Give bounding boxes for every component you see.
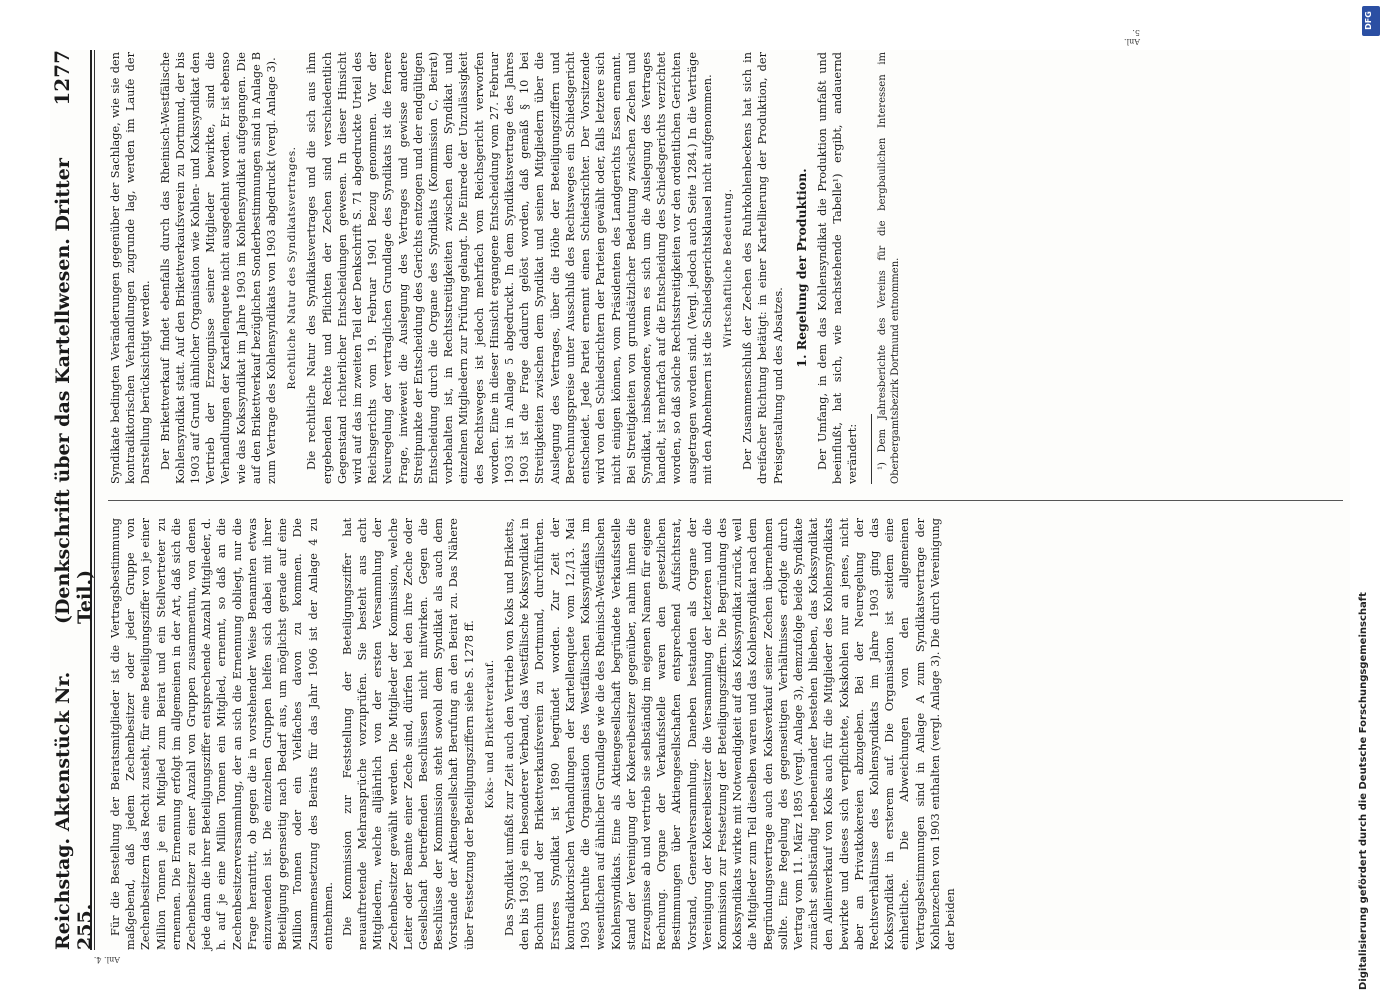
left-column xyxy=(108,518,1343,950)
margin-note-left: Anl. 4. xyxy=(93,955,120,964)
section-heading-wirtschaft: Wirtschaftliche Bedeutung. xyxy=(721,188,734,348)
left-paragraph-3: Das Syndikat umfaßt zur Zeit auch den Vertrieb von Koks und Briketts, den bis 1903 je ein besonderer Verband, das Westfälische Kokssyndikat in Bochum und der Brikettverkaufsverein zu Dortmund, durchführten. Ersteres Syndikat ist 1890 begründet worden. Zur Zeit der kontradiktorischen Verhandlungen der Kartellenquete vom 12./13. Mai 1903 beruhte die Organisation des Westfälischen Kokssyndikats im wesentlichen auf ähnlicher Grundlage wie die des Rheinisch-Westfälischen Kohlensyndikats. Eine als Aktiengesellschaft begründete Verkaufsstelle stand der Vereinigung der Kokereibesitzer gegenüber, nahm ihnen die Erzeugnisse ab und vertrieb sie selbständig im eigenen Namen für eigene Rechnung. Organe der Verkaufsstelle waren den gesetzlichen Bestimmungen über Aktiengesellschaften entsprechend Aufsichtsrat, Vorstand, Generalversammlung. Daneben bestanden als Organe der Vereinigung der Kokereibesitzer die Versammlung der letzteren und die Kommission zur Festsetzung der Beteiligungsziffern. Die Begründung des Kokssyndikats wirkte mit Notwendigkeit auf das Kokssyndikat zurück, weil die Mitglieder zum Teil dieselben waren und das Kohlensyndikat nach dem Begründungsvertrage auch den Koksverkauf seiner Zechen übernehmen sollte. Eine Regelung des gegenseitigen Verhältnisses erfolgte durch Vertrag vom 11. März 1895 (vergl. Anlage 3), demzufolge beide Syndikate zunächst selbständig nebeneinander bestehen blieben, das Kokssyndikat den Alleinverkauf von Koks auch für die Mitglieder des Kohlensyndikats bewirkte und dieses sich verpflichtete, Kokskohlen nur an jenes, nicht aber an Privatkokereien abzugeben. Bei der Neuregelung der Rechtsverhältnisse des Kohlensyndikats im Jahre 1903 ging das Kokssyndikat in ersterem auf. Die Organisation ist seitdem eine einheitliche. Die Abweichungen von den allgemeinen Vertragsbestimmungen sind in Anlage A zum Syndikatsvertrage der Kohlenzechen von 1903 enthalten (vergl. Anlage 3). Die durch Vereinigung der beiden xyxy=(503,518,957,950)
left-paragraph-1: Für die Bestellung der Beiratsmitglieder ist die Vertragsbestimmung maßgebend, daß jedem Zechenbesitzer oder jeder Gruppe von Zechenbesitzern das Recht zusteht, für eine Beteiligungsziffer von je einer Million Tonnen je ein Mitglied zum Beirat und ein Stellvertreter zu ernennen. Die Ernennung erfolgt im allgemeinen in der Art, daß sich die Zechenbesitzer zu einer Anzahl von Gruppen zusammentun, von denen jede dann die ihrer Beteiligungsziffer entsprechende Anzahl Mitglieder, d. h. auf je eine Million Tonnen ein Mitglied, ernennt, so daß an die Zechenbesitzerversammlung, der an sich die Ernennung obliegt, nur die Frage herantritt, ob gegen die in vorstehender Weise Benannten etwas einzuwenden ist. Die einzelnen Gruppen helfen sich dabei mit ihrer Beteiligung gegenseitig nach Bedarf aus, um möglichst gerade auf eine Million Tonnen oder ein Vielfaches davon zu kommen. Die Zusammensetzung des Beirats für das Jahr 1906 ist der Anlage 4 zu entnehmen. xyxy=(109,518,335,950)
right-paragraph-1: Syndikate bedingten Veränderungen gegenüber der Sachlage, wie sie den kontradiktorischen Verhandlungen zugrunde lag, werden im Laufe der Darstellung berücksichtigt werden. xyxy=(109,52,153,484)
section-heading-natur: Rechtliche Natur des Syndikatsvertrages. xyxy=(286,146,299,390)
margin-note-right: Anl. 5. xyxy=(1123,28,1140,46)
page-number: 1277 xyxy=(50,50,74,106)
page-header xyxy=(50,50,96,950)
left-paragraph-2: Die Kommission zur Feststellung der Beteiligungsziffer hat neuauftretende Mehransprüche vorzuprüfen. Sie besteht aus acht Mitgliedern, welche alljährlich von der ersten Versammlung der Zechenbesitzer gewählt werden. Die Mitglieder der Kommission, welche Leiter oder Beamte einer Zeche sind, dürfen bei den ihre Zeche oder Gesellschaft betreffenden Beschlüssen nicht mitwirken. Gegen die Beschlüsse der Kommission steht sowohl dem Syndikat als auch dem Vorstande der Aktiengesellschaft Berufung an den Beirat zu. Das Nähere über Festsetzung der Beteiligungsziffern siehe S. 1278 ff. xyxy=(341,518,476,950)
dfg-logo: DFG xyxy=(1362,6,1380,36)
right-paragraph-2: Der Brikettverkauf findet ebenfalls durch das Rheinisch-Westfälische Kohlensyndikat statt. Auf den Brikettverkaufsverein zu Dortmund, der bis 1903 auf Grund ähnlicher Organisation wie Kohlen- und Kokssyndikat den Vertrieb der Erzeugnisse seiner Mitglieder bewirkte, sind die Verhandlungen der Kartellenquete nicht ausgedehnt worden. Er ist ebenso wie das Kokssyndikat im Jahre 1903 im Kohlensyndikat aufgegangen. Die auf den Brikettverkauf bezüglichen Sonderbestimmungen sind in Anlage B zum Vertrage des Kohlensyndikats von 1903 abgedruckt (vergl. Anlage 3). xyxy=(158,52,279,484)
right-paragraph-4: Der Zusammenschluß der Zechen des Ruhrkohlenbeckens hat sich in dreifacher Richtung betätigt: in einer Kartellierung der Produktion, der Preisgestaltung und des Absatzes. xyxy=(741,52,785,484)
header-rule xyxy=(94,50,95,950)
section-heading-koks: Koks- und Brikettverkauf. xyxy=(483,659,496,809)
right-column xyxy=(108,52,1343,484)
rotated-document-page xyxy=(50,28,1350,964)
footnote: ¹) Dem Jahresberichte des Vereins für die bergbaulichen Interessen im Oberbergamtsbezirk Dortmund entnommen. xyxy=(876,52,901,484)
scan-credit-text: Digitalisierung gefördert durch die Deutsche Forschungsgemeinschaft xyxy=(1358,592,1369,990)
footnote-rule xyxy=(871,414,872,484)
right-paragraph-5: Der Umfang, in dem das Kohlensyndikat die Produktion umfaßt und beeinflußt, hat sich, wie nachstehende Tabelle¹) ergibt, andauernd verändert: xyxy=(815,52,860,484)
section-heading-regelung: 1. Regelung der Produktion. xyxy=(793,168,809,368)
column-divider xyxy=(108,500,1343,501)
right-paragraph-3: Die rechtliche Natur des Syndikatsvertrages und die sich aus ihm ergebenden Rechte und Pflichten der Zechen sind verschiedentlich Gegenstand richterlicher Entscheidungen gewesen. In dieser Hinsicht wird auf das im zweiten Teil der Denkschrift S. 71 abgedruckte Urteil des Reichsgerichts vom 19. Februar 1901 Bezug genommen. Vor der Neuregelung der vertraglichen Grundlage des Syndikats ist die fernere Frage, inwieweit die Auslegung des Vertrages und gewisse andere Streitpunkte der Entscheidung des Gerichts entzogen und der endgültigen Entscheidung durch die Organe des Syndikats (Kommission C, Beirat) vorbehalten ist, in Rechtsstreitigkeiten zwischen dem Syndikat und einzelnen Mitgliedern zur Prüfung gelangt. Die Einrede der Unzulässigkeit des Rechtsweges ist jedoch mehrfach vom Reichsgericht verworfen worden. Eine in dieser Hinsicht ergangene Entscheidung vom 27. Februar 1903 ist in Anlage 5 abgedruckt. In dem Syndikatsvertrage des Jahres 1903 ist die Frage dadurch gelöst worden, daß gemäß § 10 bei Streitigkeiten zwischen dem Syndikat und seinen Mitgliedern über die Auslegung des Vertrages, über die Höhe der Beteiligungsziffern und Berechnungspreise unter Ausschluß des Rechtsweges ein Schiedsgericht entscheidet. Jede Partei ernennt einen Schiedsrichter. Der Vorsitzende wird von den Schiedsrichtern der Parteien gewählt oder, falls letztere sich nicht einigen können, vom Präsidenten des Landgerichts Essen ernannt. Bei Streitigkeiten von grundsätzlicher Bedeutung zwischen Zechen und Syndikat, insbesondere, wenn es sich um die Auslegung des Vertrages handelt, ist mehrfach auf die Entscheidung des Schiedsgerichts verzichtet worden, so daß solche Rechtsstreitigkeiten vor den ordentlichen Gerichten ausgetragen worden sind. (Vergl. jedoch auch Seite 1284.) In die Verträge mit den Abnehmern ist die Schiedsgerichtsklausel nicht aufgenommen. xyxy=(305,52,714,484)
header-center: (Denkschrift über das Kartellwesen. Dritter Teil.) xyxy=(52,158,96,625)
header-left: Reichstag. Aktenstück Nr. 255. xyxy=(52,671,96,950)
